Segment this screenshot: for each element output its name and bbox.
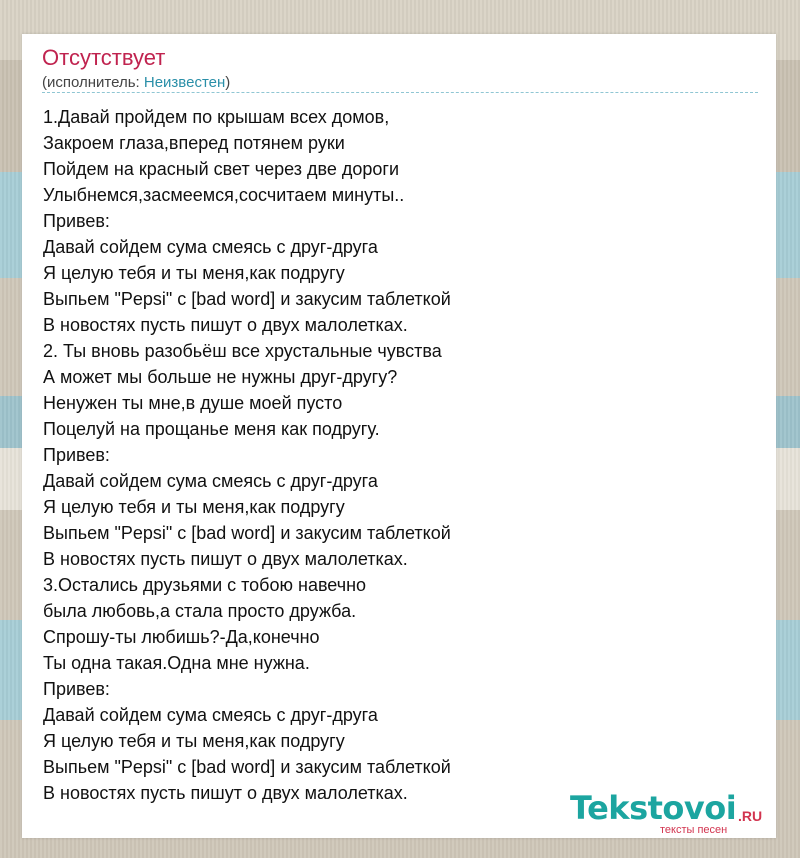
artist-prefix: (исполнитель: (42, 74, 144, 91)
lyric-line: Пойдем на красный свет через две дороги (43, 159, 399, 179)
lyric-line: Привев: (43, 445, 110, 465)
lyric-line: Я целую тебя и ты меня,как подругу (43, 497, 345, 517)
lyrics-text (43, 104, 763, 806)
lyric-line: Давай сойдем сума смеясь с друг-друга (43, 237, 378, 257)
lyric-line: Поцелуй на прощанье меня как подругу. (43, 419, 380, 439)
lyric-line: была любовь,а стала просто дружба. (43, 601, 357, 621)
lyric-line: Выпьем "Pepsi" с [bad word] и закусим таблеткой (43, 289, 451, 309)
lyrics-card (22, 34, 776, 838)
lyric-line: Выпьем "Pepsi" с [bad word] и закусим таблеткой (43, 523, 451, 543)
divider (42, 92, 758, 93)
lyric-line: Я целую тебя и ты меня,как подругу (43, 263, 345, 283)
lyric-line: Выпьем "Pepsi" с [bad word] и закусим таблеткой (43, 757, 451, 777)
lyric-line: В новостях пусть пишут о двух малолетках. (43, 549, 408, 569)
lyric-line: В новостях пусть пишут о двух малолетках. (43, 315, 408, 335)
lyric-line: Улыбнемся,засмеемся,сосчитаем минуты.. (43, 185, 405, 205)
site-logo[interactable] (570, 789, 763, 836)
logo-brand: Tekstovoi (570, 789, 737, 827)
lyric-line: Привев: (43, 211, 110, 231)
artist-link[interactable]: Неизвестен (143, 74, 226, 91)
logo-tagline: тексты песен (660, 824, 728, 836)
lyric-line: В новостях пусть пишут о двух малолетках. (43, 783, 408, 803)
artist-line (42, 74, 230, 92)
lyric-line: Я целую тебя и ты меня,как подругу (43, 731, 345, 751)
song-title: Отсутствует (42, 45, 166, 70)
lyric-line: Закроем глаза,вперед потянем руки (43, 133, 345, 153)
lyric-line: Ты одна такая.Одна мне нужна. (43, 653, 310, 673)
lyric-line: 1.Давай пройдем по крышам всех домов, (43, 107, 390, 127)
lyric-line: 2. Ты вновь разобьёш все хрустальные чувства (43, 341, 442, 361)
logo-domain: .RU (738, 808, 763, 824)
lyric-line: Спрошу-ты любишь?-Да,конечно (43, 627, 320, 647)
lyric-line: Давай сойдем сума смеясь с друг-друга (43, 705, 378, 725)
lyric-line: 3.Остались друзьями с тобою навечно (43, 575, 367, 595)
lyric-line: А может мы больше не нужны друг-другу? (43, 367, 398, 387)
lyric-line: Ненужен ты мне,в душе моей пусто (43, 393, 343, 413)
lyric-line: Давай сойдем сума смеясь с друг-друга (43, 471, 378, 491)
artist-suffix: ) (225, 74, 231, 91)
lyric-line: Привев: (43, 679, 110, 699)
